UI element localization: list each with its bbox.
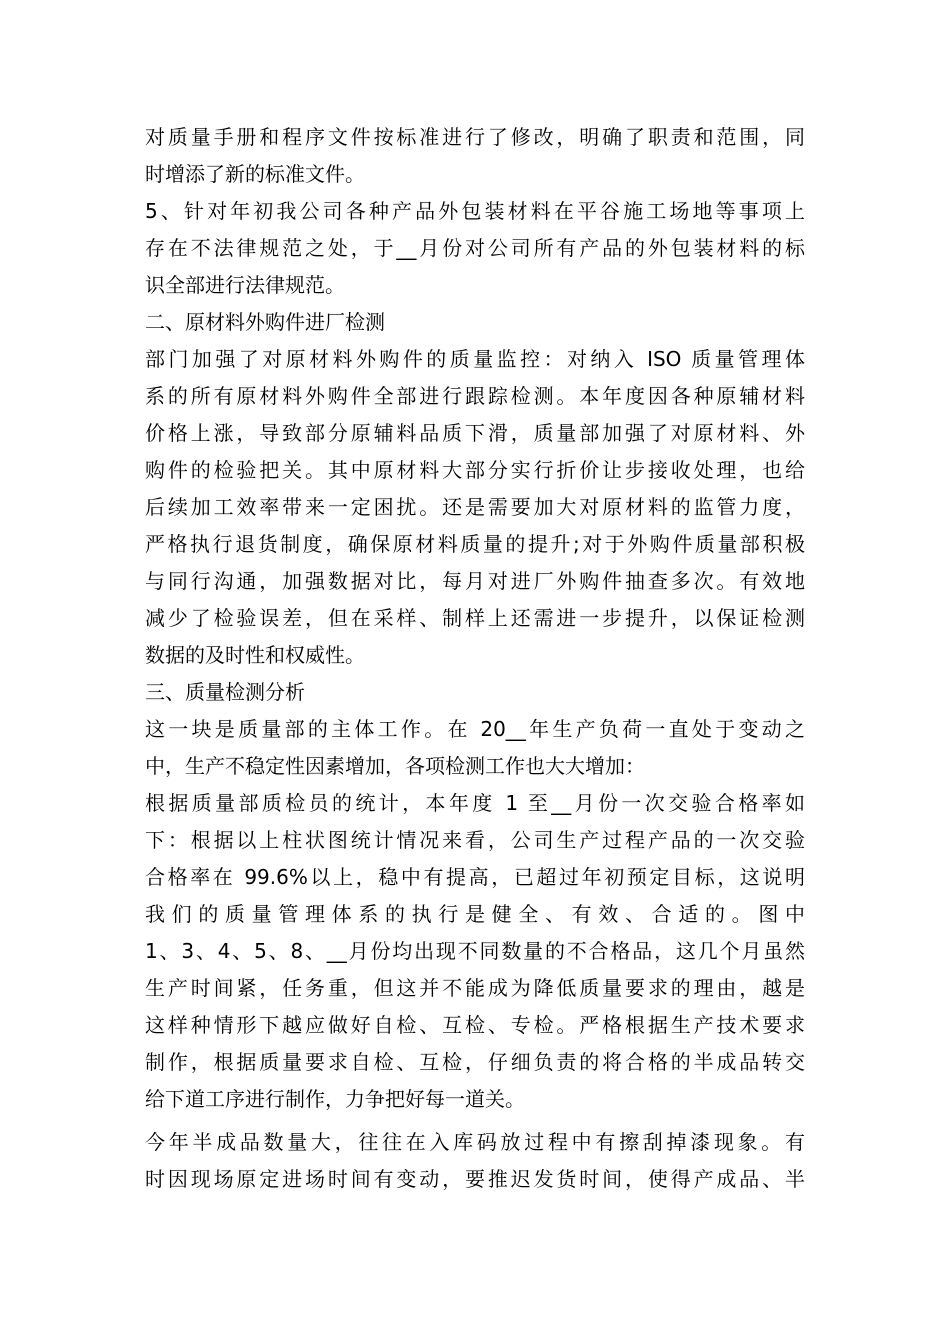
text-line: 对质量手册和程序文件按标准进行了修改，明确了职责和范围，同 <box>145 125 805 149</box>
section-heading: 二、原材料外购件进厂检测 <box>145 310 385 334</box>
text-line: 存在不法律规范之处，于__月份对公司所有产品的外包装材料的标 <box>145 236 805 260</box>
text-line: 时因现场原定进场时间有变动，要推迟发货时间，使得产成品、半 <box>145 1167 805 1191</box>
text-line: 与同行沟通，加强数据对比，每月对进厂外购件抽查多次。有效地 <box>145 569 805 593</box>
text-line: 这样种情形下越应做好自检、互检、专检。严格根据生产技术要求 <box>145 1013 805 1037</box>
text-line: 严格执行退货制度，确保原材料质量的提升;对于外购件质量部积极 <box>145 532 805 556</box>
text-line: 时增添了新的标准文件。 <box>145 162 365 186</box>
text-line: 减少了检验误差，但在采样、制样上还需进一步提升，以保证检测 <box>145 606 805 630</box>
text-line: 购件的检验把关。其中原材料大部分实行折价让步接收处理，也给 <box>145 458 805 482</box>
text-line: 下：根据以上柱状图统计情况来看，公司生产过程产品的一次交验 <box>145 828 805 852</box>
text-line: 中，生产不稳定性因素增加，各项检测工作也大大增加： <box>145 754 645 778</box>
text-line: 5、针对年初我公司各种产品外包装材料在平谷施工场地等事项上 <box>145 199 805 223</box>
text-line: 我们的质量管理体系的执行是健全、有效、合适的。图中 <box>145 902 805 926</box>
text-line: 部门加强了对原材料外购件的质量监控：对纳入 ISO 质量管理体 <box>145 347 805 371</box>
text-line: 生产时间紧，任务重，但这并不能成为降低质量要求的理由，越是 <box>145 976 805 1000</box>
text-line: 系的所有原材料外购件全部进行跟踪检测。本年度因各种原辅材料 <box>145 384 805 408</box>
text-line: 今年半成品数量大，往往在入库码放过程中有擦刮掉漆现象。有 <box>145 1130 805 1154</box>
text-line: 价格上涨，导致部分原辅料品质下滑，质量部加强了对原材料、外 <box>145 421 805 445</box>
text-line: 数据的及时性和权威性。 <box>145 643 365 667</box>
text-line: 这一块是质量部的主体工作。在 20__年生产负荷一直处于变动之 <box>145 717 805 741</box>
text-line: 后续加工效率带来一定困扰。还是需要加大对原材料的监管力度， <box>145 495 805 519</box>
text-line: 给下道工序进行制作，力争把好每一道关。 <box>145 1087 525 1111</box>
section-heading: 三、质量检测分析 <box>145 680 305 704</box>
text-line: 根据质量部质检员的统计，本年度 1 至__月份一次交验合格率如 <box>145 791 805 815</box>
text-line: 合格率在 99.6%以上，稳中有提高，已超过年初预定目标，这说明 <box>145 865 805 889</box>
text-line: 识全部进行法律规范。 <box>145 273 345 297</box>
text-line: 1、3、4、5、8、__月份均出现不同数量的不合格品，这几个月虽然 <box>145 939 805 963</box>
text-line: 制作，根据质量要求自检、互检，仔细负责的将合格的半成品转交 <box>145 1050 805 1074</box>
